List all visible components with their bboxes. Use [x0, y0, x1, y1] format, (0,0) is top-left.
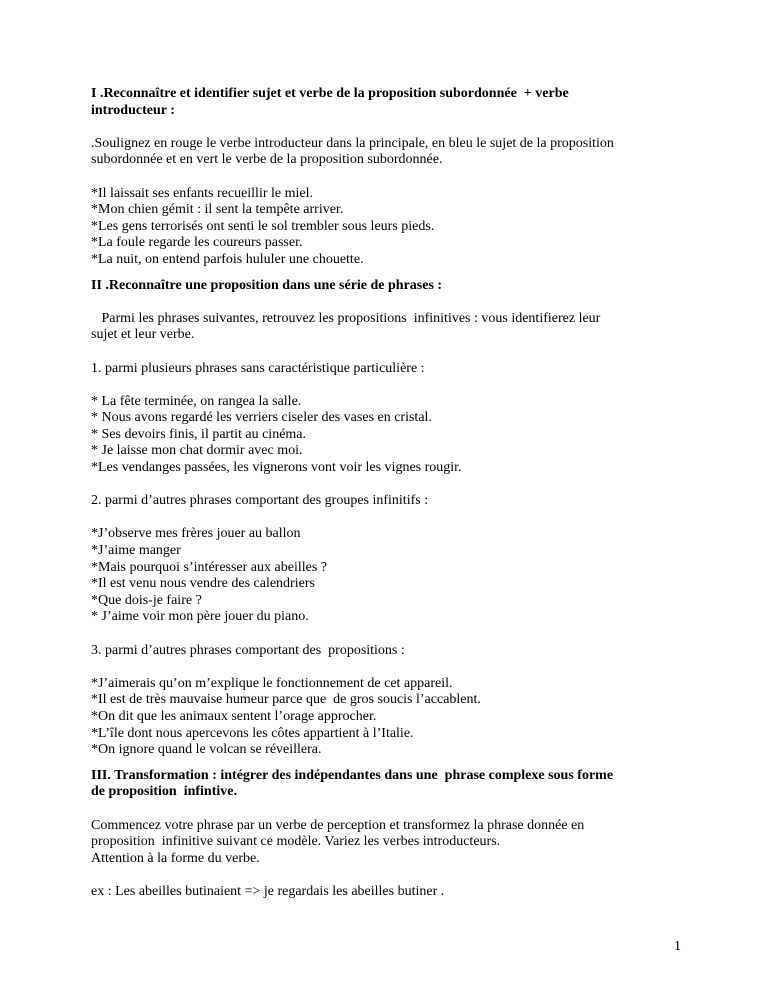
sentence: *J’aime manger	[91, 543, 181, 559]
sentence: * Nous avons regardé les verriers ciseler des vases en cristal.	[91, 410, 432, 426]
section1-instruction-line1: .Soulignez en rouge le verbe introducteur dans la principale, en bleu le sujet de la proposition	[91, 135, 614, 151]
section1-heading-line1: I .Reconnaître et identifier sujet et verbe de la proposition subordonnée + verbe	[91, 86, 569, 101]
sentence: *Les gens terrorisés ont senti le sol trembler sous leurs pieds.	[91, 218, 435, 234]
section3-instruction-line2: proposition infinitive suivant ce modèle. Variez les verbes introducteurs.	[91, 834, 501, 850]
page-number: 1	[674, 939, 681, 954]
section3-instruction-line3: Attention à la forme du verbe.	[91, 850, 260, 866]
section1-heading-line2: introducteur :	[91, 102, 175, 118]
sentence: *L’île dont nous apercevons les côtes appartient à l’Italie.	[91, 725, 414, 741]
section2-intro-line1: Parmi les phrases suivantes, retrouvez les propositions infinitives : vous identifierez leur	[91, 310, 601, 326]
section2-intro-line2: sujet et leur verbe.	[91, 327, 195, 343]
section3-heading-line1: III. Transformation : intégrer des indépendantes dans une phrase complexe sous forme	[91, 767, 614, 783]
part1-title: 1. parmi plusieurs phrases sans caractéristique particulière :	[91, 360, 425, 376]
sentence: *Il est venu nous vendre des calendriers	[91, 576, 315, 592]
sentence: *Mais pourquoi s’intéresser aux abeilles ?	[91, 559, 327, 575]
section3-heading-line2: de proposition infintive.	[91, 784, 237, 800]
sentence: *Que dois-je faire ?	[91, 592, 202, 608]
sentence: * Ses devoirs finis, il partit au cinéma.	[91, 426, 307, 442]
sentence: *La foule regarde les coureurs passer.	[91, 235, 303, 251]
section1-instruction-line2: subordonnée et en vert le verbe de la proposition subordonnée.	[91, 152, 443, 168]
sentence: *Il est de très mauvaise humeur parce que de gros soucis l’accablent.	[91, 692, 481, 708]
sentence: * Je laisse mon chat dormir avec moi.	[91, 443, 303, 459]
sentence: *J’aimerais qu’on m’explique le fonctionnement de cet appareil.	[91, 675, 453, 691]
part2-title: 2. parmi d’autres phrases comportant des groupes infinitifs :	[91, 493, 429, 509]
document-page	[91, 86, 691, 901]
section2-heading: II .Reconnaître une proposition dans une série de phrases :	[91, 277, 443, 293]
sentence: * La fête terminée, on rangea la salle.	[91, 393, 302, 409]
sentence: *Mon chien gémit : il sent la tempête arriver.	[91, 202, 344, 218]
sentence: *On dit que les animaux sentent l’orage approcher.	[91, 708, 377, 724]
section3-instruction-line1: Commencez votre phrase par un verbe de perception et transformez la phrase donnée en	[91, 817, 585, 833]
section3-example: ex : Les abeilles butinaient => je regardais les abeilles butiner .	[91, 883, 445, 899]
sentence: *J’observe mes frères jouer au ballon	[91, 526, 301, 542]
sentence: *Les vendanges passées, les vignerons vont voir les vignes rougir.	[91, 460, 462, 476]
sentence: *On ignore quand le volcan se réveillera.	[91, 742, 322, 758]
sentence: * J’aime voir mon père jouer du piano.	[91, 609, 309, 625]
sentence: *La nuit, on entend parfois hululer une chouette.	[91, 251, 364, 267]
part3-title: 3. parmi d’autres phrases comportant des propositions :	[91, 642, 405, 658]
sentence: *Il laissait ses enfants recueillir le miel.	[91, 185, 313, 201]
